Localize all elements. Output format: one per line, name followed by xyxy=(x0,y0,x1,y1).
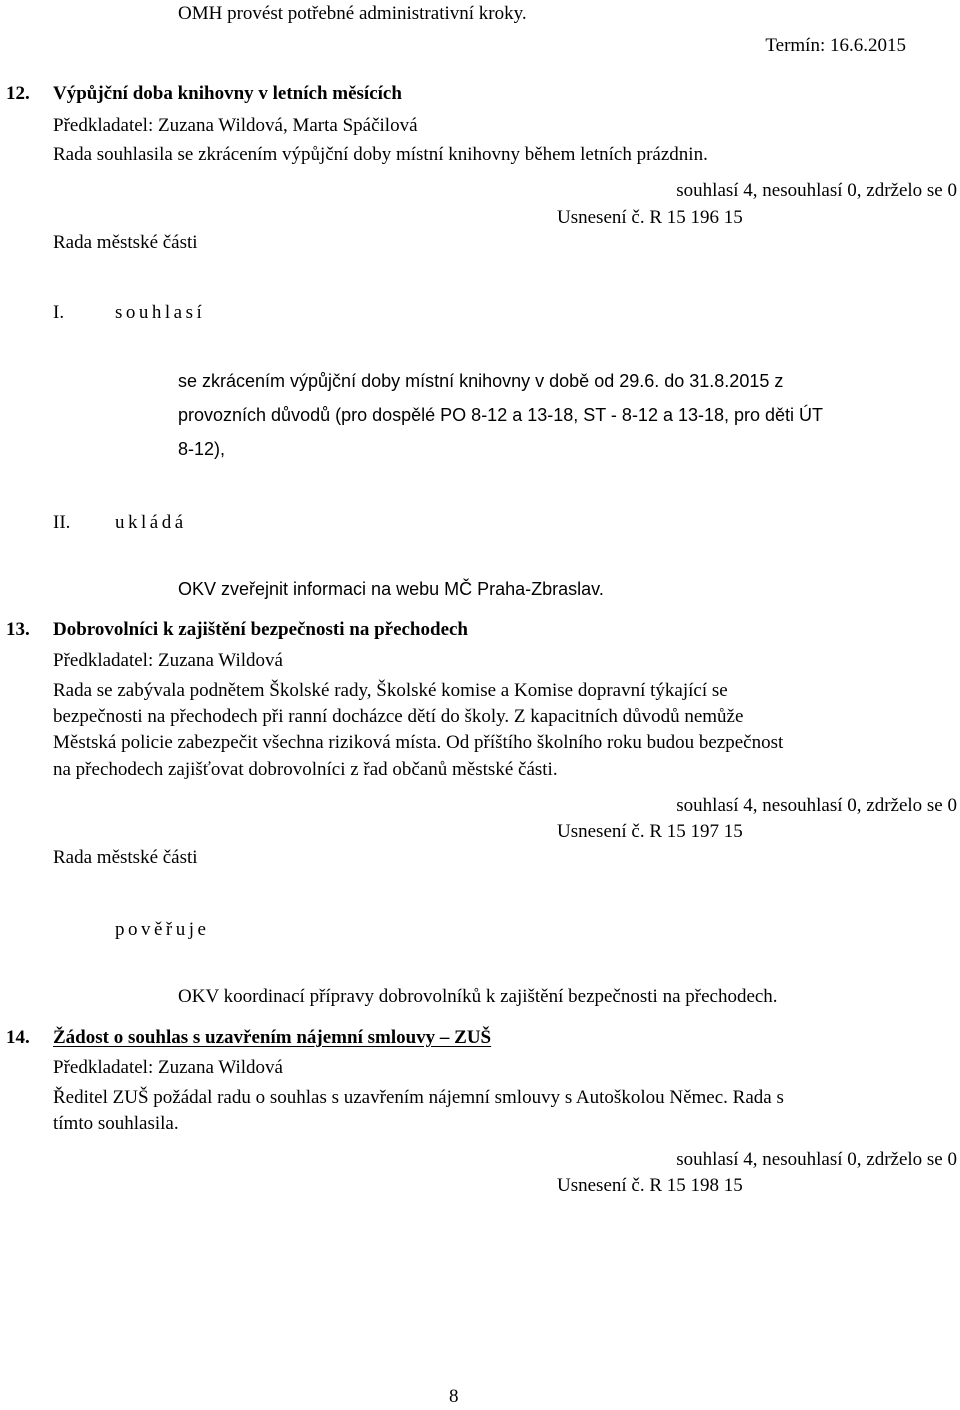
item-12-vote: souhlasí 4, nesouhlasí 0, zdrželo se 0 xyxy=(676,180,957,201)
item-12-number: 12. xyxy=(6,83,30,104)
item-12-resolution: Usnesení č. R 15 196 15 xyxy=(557,207,743,228)
item-13-body-line-4: na přechodech zajišťovat dobrovolníci z řad občanů městské části. xyxy=(53,759,558,780)
item-12-title: Výpůjční doba knihovny v letních měsících xyxy=(53,83,402,104)
item-12-clause-1-verb: souhlasí xyxy=(115,302,206,323)
item-13-body-line-1: Rada se zabývala podnětem Školské rady, Školské komise a Komise dopravní týkající se xyxy=(53,680,728,701)
item-14-proposers: Předkladatel: Zuzana Wildová xyxy=(53,1057,283,1078)
item-13-council: Rada městské části xyxy=(53,847,198,868)
item-12-proposers: Předkladatel: Zuzana Wildová, Marta Spáčilová xyxy=(53,115,418,136)
item-13-clause-text: OKV koordinací přípravy dobrovolníků k zajištění bezpečnosti na přechodech. xyxy=(178,986,778,1007)
deadline: Termín: 16.6.2015 xyxy=(765,35,906,56)
item-14-title: Žádost o souhlas s uzavřením nájemní smlouvy – ZUŠ xyxy=(53,1027,492,1048)
item-14-resolution: Usnesení č. R 15 198 15 xyxy=(557,1175,743,1196)
item-12-clause-2-text: OKV zveřejnit informaci na webu MČ Praha-Zbraslav. xyxy=(178,579,604,599)
item-12-council: Rada městské části xyxy=(53,232,198,253)
item-14-body-line-2: tímto souhlasila. xyxy=(53,1113,179,1134)
item-12-clause-1-number: I. xyxy=(53,302,65,323)
item-13-clause-verb: pověřuje xyxy=(115,919,210,940)
item-12-clause-2-number: II. xyxy=(53,512,71,533)
item-12-clause-2-verb: ukládá xyxy=(115,512,187,533)
item-12-clause-1-line-1: se zkrácením výpůjční doby místní knihovny v době od 29.6. do 31.8.2015 z xyxy=(178,371,784,391)
item-13-number: 13. xyxy=(6,619,30,640)
item-14-number: 14. xyxy=(6,1027,30,1048)
item-13-body-line-2: bezpečnosti na přechodech při ranní docházce dětí do školy. Z kapacitních důvodů nemůže xyxy=(53,706,744,727)
page-number: 8 xyxy=(449,1386,459,1407)
intro-text: OMH provést potřebné administrativní kroky. xyxy=(178,3,527,24)
item-12-summary: Rada souhlasila se zkrácením výpůjční doby místní knihovny během letních prázdnin. xyxy=(53,144,708,165)
item-12-clause-1-line-3: 8-12), xyxy=(178,439,226,459)
item-13-resolution: Usnesení č. R 15 197 15 xyxy=(557,821,743,842)
item-12-clause-1-line-2: provozních důvodů (pro dospělé PO 8-12 a 13-18, ST - 8-12 a 13-18, pro děti ÚT xyxy=(178,405,824,425)
item-13-proposers: Předkladatel: Zuzana Wildová xyxy=(53,650,283,671)
item-13-body-line-3: Městská policie zabezpečit všechna riziková místa. Od příštího školního roku budou bezpečnost xyxy=(53,732,784,753)
item-14-vote: souhlasí 4, nesouhlasí 0, zdrželo se 0 xyxy=(676,1149,957,1170)
item-13-title: Dobrovolníci k zajištění bezpečnosti na přechodech xyxy=(53,619,469,640)
item-14-body-line-1: Ředitel ZUŠ požádal radu o souhlas s uzavřením nájemní smlouvy s Autoškolou Němec. Rada s xyxy=(53,1087,784,1108)
item-13-vote: souhlasí 4, nesouhlasí 0, zdrželo se 0 xyxy=(676,795,957,816)
